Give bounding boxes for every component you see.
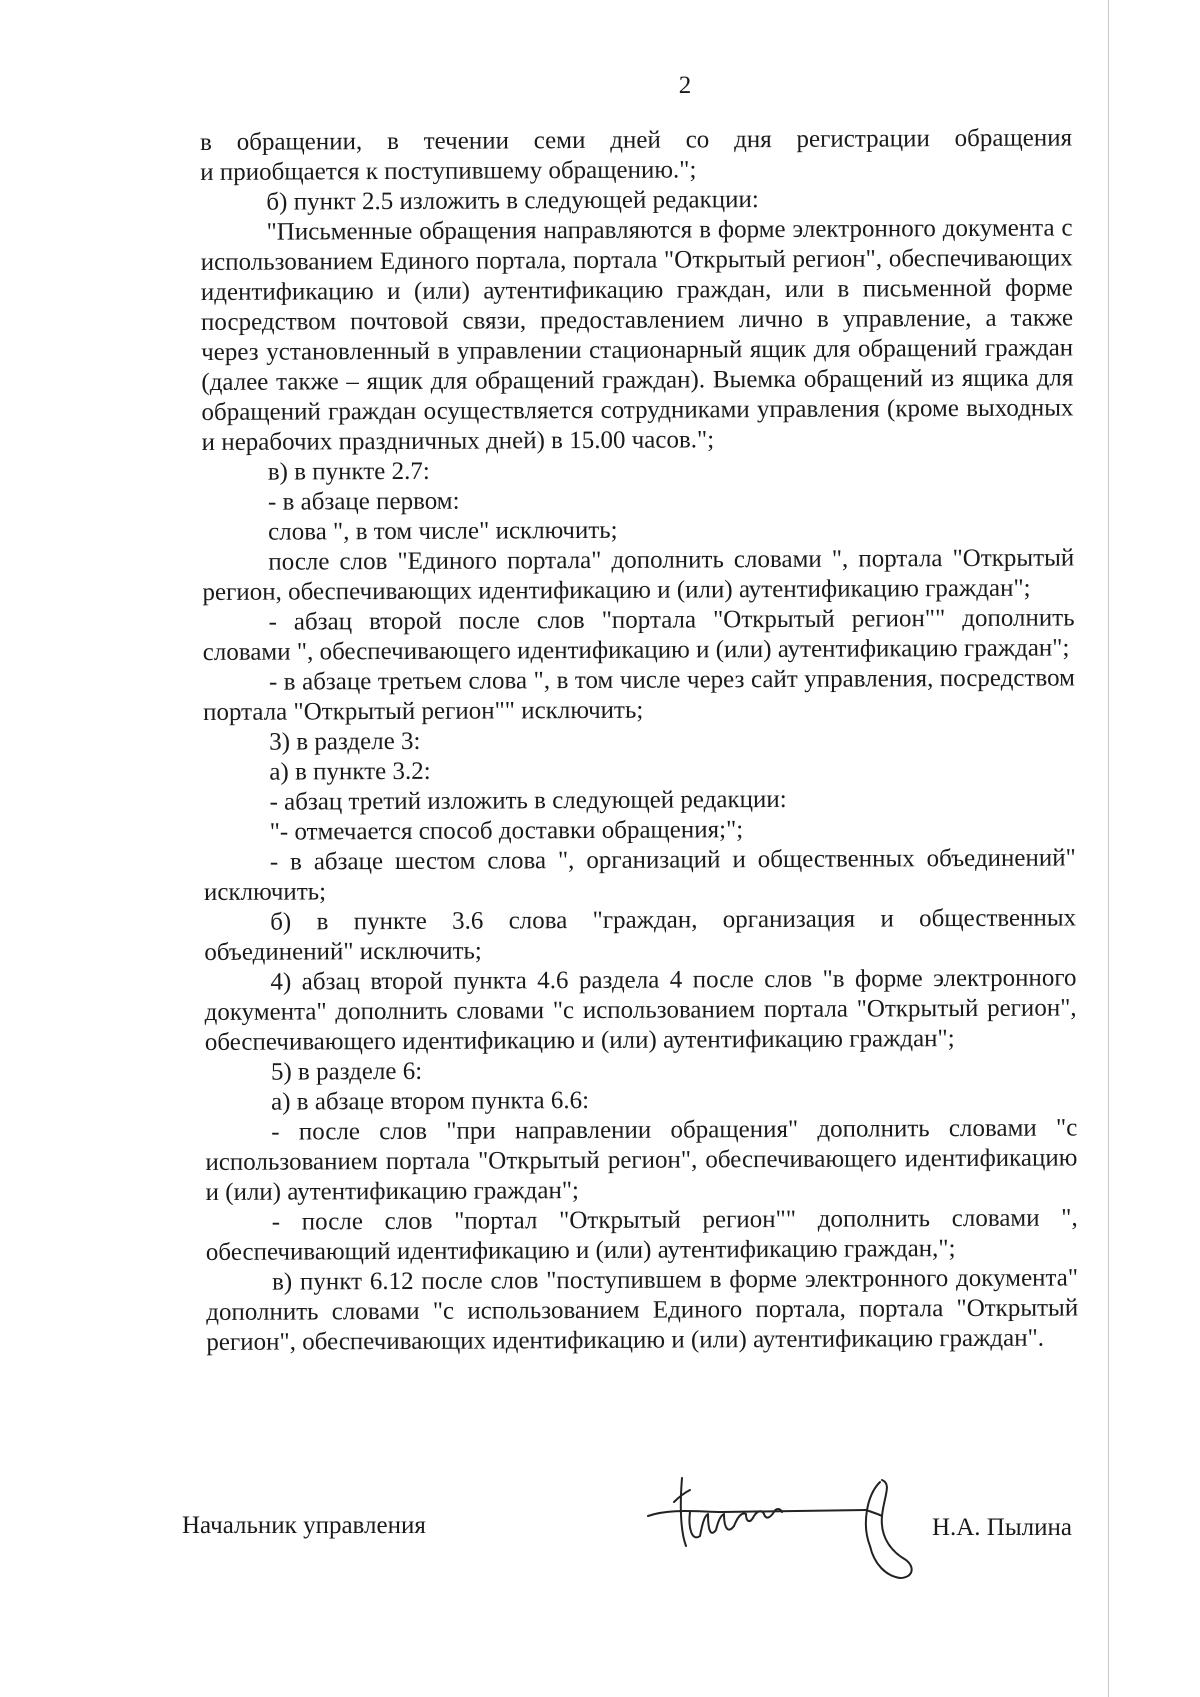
paragraph-item-6-6: а) в абзаце втором пункта 6.6: [271, 1086, 590, 1116]
paragraph-section-6: 5) в разделе 6: [270, 1057, 423, 1086]
paragraph-after-sending: - после слов "при направлении обращения" дополнить словами "с использованием портала "Открытый регион", обеспечивающего идентификацию и (или) аутентификацию граждан"; [205, 1114, 1078, 1206]
paragraph-quoted-2-5: "Письменные обращения направляются в форме электронного документа с использованием Единого портала, портала "Открытый регион", обеспечивающих идентификацию и (или) аутентификацию граждан, или в письменной форме посредством почтовой связи, предоставлением лично в управление, а также через установленный в управлении стационарный ящик для обращений граждан (далее также – ящик для обращений граждан). Выемка обращений из ящика для обращений граждан осуществляется сотрудниками управления (кроме выходных и нерабочих праздничных дней) в 15.00 часов."; [200, 214, 1074, 456]
text-line: и приобщается к поступившему обращению."; [200, 156, 697, 186]
scan-edge-line [1108, 0, 1109, 1697]
paragraph-item-3-6: б) в пункте 3.6 слова "граждан, организация и общественных объединений" исключить; [204, 904, 1077, 966]
text-line: в обращении, в течении семи дней со дня регистрации обращения [200, 124, 1073, 156]
handwritten-signature-icon [630, 1472, 930, 1592]
paragraph-item-6-12: в) пункт 6.12 после слов "поступившем в форме электронного документа" дополнить словами "с использованием Единого портала, портала "Открытый регион", обеспечивающих идентификацию и (или) аутентификацию граждан". [206, 1264, 1079, 1356]
paragraph-abzac-2: - абзац второй после слов "портала "Открытый регион"" дополнить словами ", обеспечивающего идентификацию и (или) аутентификацию граждан"; [202, 604, 1075, 666]
paragraph-abzac-sixth: - в абзаце шестом слова ", организаций и общественных объединений" исключить; [203, 844, 1076, 906]
paragraph-after-portal: - после слов "портал "Открытый регион"" дополнить словами ", обеспечивающий идентификацию и (или) аутентификацию граждан,"; [205, 1204, 1078, 1266]
paragraph-after-unified-portal: после слов "Единого портала" дополнить словами ", портала "Открытый регион, обеспечивающих идентификацию и (или) аутентификацию граждан"; [202, 544, 1075, 606]
paragraph-item-b: б) пункт 2.5 изложить в следующей редакции: [266, 186, 759, 216]
signature-block [182, 1504, 1072, 1604]
signatory-title: Начальник управления [182, 1512, 426, 1539]
paragraph-item-4-6: 4) абзац второй пункта 4.6 раздела 4 после слов "в форме электронного документа" дополнить словами "с использованием портала "Открытый регион", обеспечивающего идентификацию и (или) аутентификацию граждан"; [204, 964, 1077, 1056]
paragraph-delivery-method: "- отмечается способ доставки обращения;"; [269, 816, 744, 846]
paragraph-abzac-3: - в абзаце третьем слова ", в том числе через сайт управления, посредством портала "Открытый регион"" исключить; [202, 664, 1075, 726]
paragraph-abzac-1: - в абзаце первом: [267, 487, 460, 516]
document-body [200, 123, 1078, 1358]
paragraph-continuation [200, 123, 1072, 188]
paragraph-section-3: 3) в разделе 3: [269, 727, 421, 756]
page-number: 2 [678, 72, 692, 99]
paragraph-abzac-third: - абзац третий изложить в следующей редакции: [269, 785, 787, 816]
signatory-name: Н.А. Пылина [931, 1514, 1072, 1541]
paragraph-item-v: в) в пункте 2.7: [267, 457, 430, 486]
paragraph-words-exclude: слова ", в том числе" исключить; [268, 516, 618, 546]
paragraph-item-3-2: а) в пункте 3.2: [269, 757, 431, 786]
